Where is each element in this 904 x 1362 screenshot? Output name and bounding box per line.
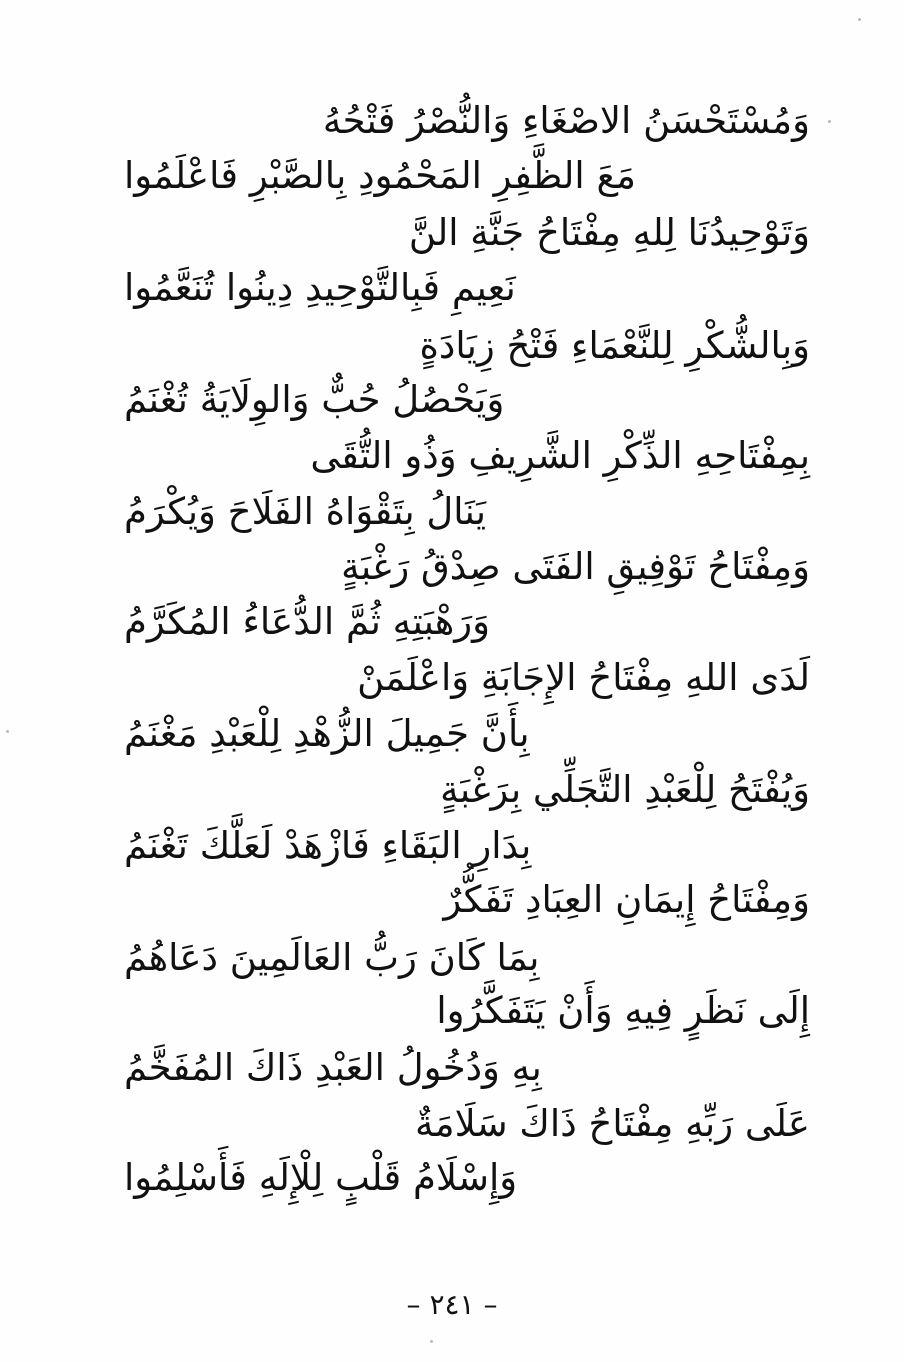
verse-line-13: وَيُفْتَحُ لِلْعَبْدِ التَّجَلِّي بِرَغْبَةٍ — [440, 768, 810, 811]
verse-line-17: إِلَى نَظَرٍ فِيهِ وَأَنْ يَتَفَكَّرُوا — [436, 989, 810, 1032]
verse-line-10: وَرَهْبَتِهِ ثُمَّ الدُّعَاءُ المُكَرَّمُ — [124, 600, 491, 643]
scan-speck — [430, 1340, 433, 1343]
verse-line-1: وَمُسْتَحْسَنُ الاصْغَاءِ وَالنُّصْرُ فَتْحُهُ — [322, 99, 810, 142]
verse-line-16: بِمَا كَانَ رَبُّ العَالَمِينَ دَعَاهُمُ — [124, 936, 540, 979]
scan-speck — [6, 730, 9, 733]
verse-line-3: وَتَوْحِيدُنَا لِلهِ مِفْتَاحُ جَنَّةِ النَّ — [408, 211, 810, 254]
verse-line-15: وَمِفْتَاحُ إِيمَانِ العِبَادِ تَفَكُّرٌ — [443, 878, 810, 921]
scan-speck — [858, 18, 861, 21]
verse-line-8: يَنَالُ بِتَقْوَاهُ الفَلَاحَ وَيُكْرَمُ — [124, 490, 487, 533]
verse-line-14: بِدَارِ البَقَاءِ فَازْهَدْ لَعَلَّكَ تَغْنَمُ — [124, 824, 532, 867]
verse-line-18: بِهِ وَدُخُولُ العَبْدِ ذَاكَ المُفَخَّمُ — [124, 1046, 542, 1089]
page-number: – ٢٤١ – — [406, 1288, 498, 1321]
verse-line-9: وَمِفْتَاحُ تَوْفِيقِ الفَتَى صِدْقُ رَغْبَةٍ — [341, 545, 810, 588]
verse-line-11: لَدَى اللهِ مِفْتَاحُ الإِجَابَةِ وَاعْلَمَنْ — [357, 656, 810, 699]
verse-line-5: وَبِالشُّكْرِ لِلنَّعْمَاءِ فَتْحُ زِيَادَةٍ — [419, 324, 810, 367]
verse-line-2: مَعَ الظَّفِرِ المَحْمُودِ بِالصَّبْرِ فَاعْلَمُوا — [124, 154, 636, 197]
verse-line-19: عَلَى رَبِّهِ مِفْتَاحُ ذَاكَ سَلَامَةٌ — [414, 1102, 810, 1145]
verse-line-12: بِأَنَّ جَمِيلَ الزُّهْدِ لِلْعَبْدِ مَغْنَمُ — [124, 712, 530, 755]
verse-line-20: وَإِسْلَامُ قَلْبٍ لِلْإِلَهِ فَأَسْلِمُوا — [124, 1156, 518, 1199]
scan-speck — [828, 120, 831, 123]
verse-line-7: بِمِفْتَاحِهِ الذِّكْرِ الشَّرِيفِ وَذُو التُّقَى — [310, 434, 810, 477]
verse-line-6: وَيَحْصُلُ حُبٌّ وَالوِلَايَةُ تُغْنَمُ — [124, 378, 505, 421]
verse-line-4: نَعِيمِ فَبِالتَّوْحِيدِ دِينُوا تُنَعَّمُوا — [124, 266, 516, 309]
